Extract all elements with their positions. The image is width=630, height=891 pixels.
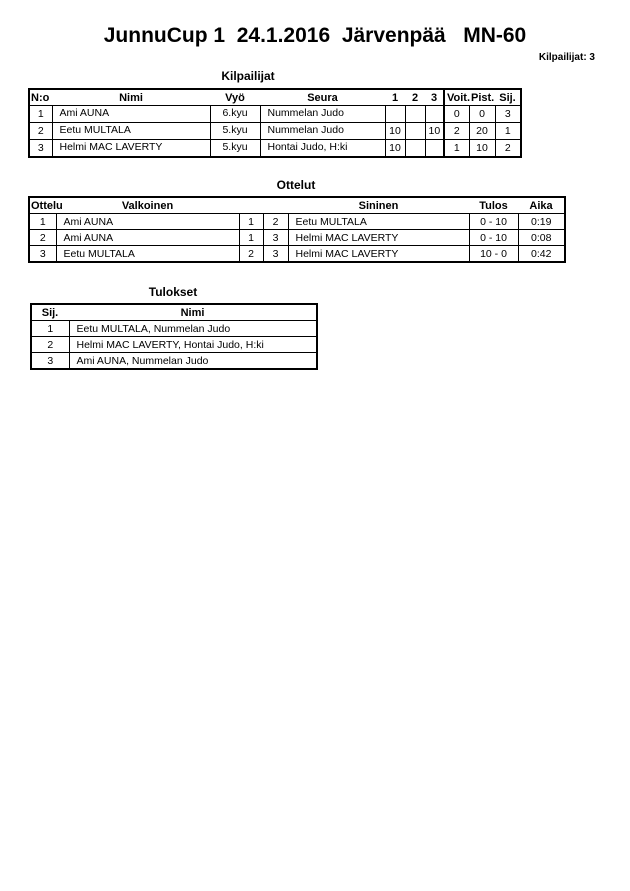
cell-match2 (405, 106, 425, 123)
cell-time: 0:19 (518, 214, 565, 230)
column-header: Sij. (495, 89, 521, 106)
cell-number: 2 (29, 123, 52, 140)
column-header (263, 197, 288, 214)
cell-score: 0 - 10 (469, 230, 518, 246)
cell-white-name: Ami AUNA (56, 230, 239, 246)
column-header: Ottelu (29, 197, 56, 214)
column-header: Valkoinen (56, 197, 239, 214)
cell-blue-name: Eetu MULTALA (288, 214, 469, 230)
cell-place: 2 (495, 140, 521, 158)
cell-match3 (425, 106, 444, 123)
cell-match-number: 1 (29, 214, 56, 230)
page-title: JunnuCup 1 24.1.2016 Järvenpää MN-60 (103, 24, 527, 47)
cell-match1: 10 (385, 140, 405, 158)
table-row (29, 140, 521, 158)
cell-name: Eetu MULTALA (52, 123, 210, 140)
table-row (31, 353, 317, 370)
cell-blue-number: 3 (263, 246, 288, 263)
matches-table (28, 196, 566, 263)
cell-place: 3 (495, 106, 521, 123)
table-header-row (29, 197, 565, 214)
competitors-section-title: Kilpailijat (221, 69, 275, 83)
table-row (29, 106, 521, 123)
column-header: 2 (405, 89, 425, 106)
cell-white-number: 1 (239, 214, 263, 230)
cell-name-club: Eetu MULTALA, Nummelan Judo (69, 321, 317, 337)
cell-blue-name: Helmi MAC LAVERTY (288, 230, 469, 246)
column-header: 3 (425, 89, 444, 106)
column-header: Tulos (469, 197, 518, 214)
cell-belt: 6.kyu (210, 106, 260, 123)
cell-club: Nummelan Judo (260, 106, 385, 123)
cell-wins: 1 (444, 140, 469, 158)
column-header: Sij. (31, 304, 69, 321)
cell-club: Nummelan Judo (260, 123, 385, 140)
cell-blue-number: 3 (263, 230, 288, 246)
cell-wins: 0 (444, 106, 469, 123)
cell-points: 10 (469, 140, 495, 158)
matches-section-title: Ottelut (276, 178, 316, 192)
cell-belt: 5.kyu (210, 140, 260, 158)
cell-name-club: Helmi MAC LAVERTY, Hontai Judo, H:ki (69, 337, 317, 353)
cell-match2 (405, 140, 425, 158)
table-row (29, 123, 521, 140)
cell-match3: 10 (425, 123, 444, 140)
participants-count: Kilpailijat: 3 (538, 52, 595, 63)
table-header-row (31, 304, 317, 321)
table-row (29, 230, 565, 246)
cell-belt: 5.kyu (210, 123, 260, 140)
cell-number: 1 (29, 106, 52, 123)
cell-score: 0 - 10 (469, 214, 518, 230)
cell-points: 20 (469, 123, 495, 140)
column-header: 1 (385, 89, 405, 106)
cell-match-number: 3 (29, 246, 56, 263)
cell-place: 3 (31, 353, 69, 370)
column-header: Voit. (444, 89, 469, 106)
cell-match3 (425, 140, 444, 158)
cell-match1 (385, 106, 405, 123)
cell-match-number: 2 (29, 230, 56, 246)
cell-match1: 10 (385, 123, 405, 140)
cell-wins: 2 (444, 123, 469, 140)
column-header: Aika (518, 197, 565, 214)
column-header: Pist. (469, 89, 495, 106)
column-header: Nimi (69, 304, 317, 321)
column-header: Nimi (52, 89, 210, 106)
cell-blue-name: Helmi MAC LAVERTY (288, 246, 469, 263)
cell-club: Hontai Judo, H:ki (260, 140, 385, 158)
cell-time: 0:42 (518, 246, 565, 263)
results-table (30, 303, 318, 370)
cell-score: 10 - 0 (469, 246, 518, 263)
results-section-title: Tulokset (148, 285, 198, 299)
cell-name-club: Ami AUNA, Nummelan Judo (69, 353, 317, 370)
cell-blue-number: 2 (263, 214, 288, 230)
cell-number: 3 (29, 140, 52, 158)
cell-name: Ami AUNA (52, 106, 210, 123)
cell-time: 0:08 (518, 230, 565, 246)
column-header: Vyö (210, 89, 260, 106)
table-row (29, 246, 565, 263)
cell-place: 1 (31, 321, 69, 337)
table-row (31, 321, 317, 337)
cell-place: 2 (31, 337, 69, 353)
cell-white-name: Eetu MULTALA (56, 246, 239, 263)
competitors-table (28, 88, 522, 158)
column-header: Sininen (288, 197, 469, 214)
cell-match2 (405, 123, 425, 140)
cell-place: 1 (495, 123, 521, 140)
column-header (239, 197, 263, 214)
column-header: Seura (260, 89, 385, 106)
table-row (29, 214, 565, 230)
table-row (31, 337, 317, 353)
column-header: N:o (29, 89, 52, 106)
cell-points: 0 (469, 106, 495, 123)
cell-white-number: 2 (239, 246, 263, 263)
table-header-row (29, 89, 521, 106)
cell-white-name: Ami AUNA (56, 214, 239, 230)
cell-name: Helmi MAC LAVERTY (52, 140, 210, 158)
cell-white-number: 1 (239, 230, 263, 246)
